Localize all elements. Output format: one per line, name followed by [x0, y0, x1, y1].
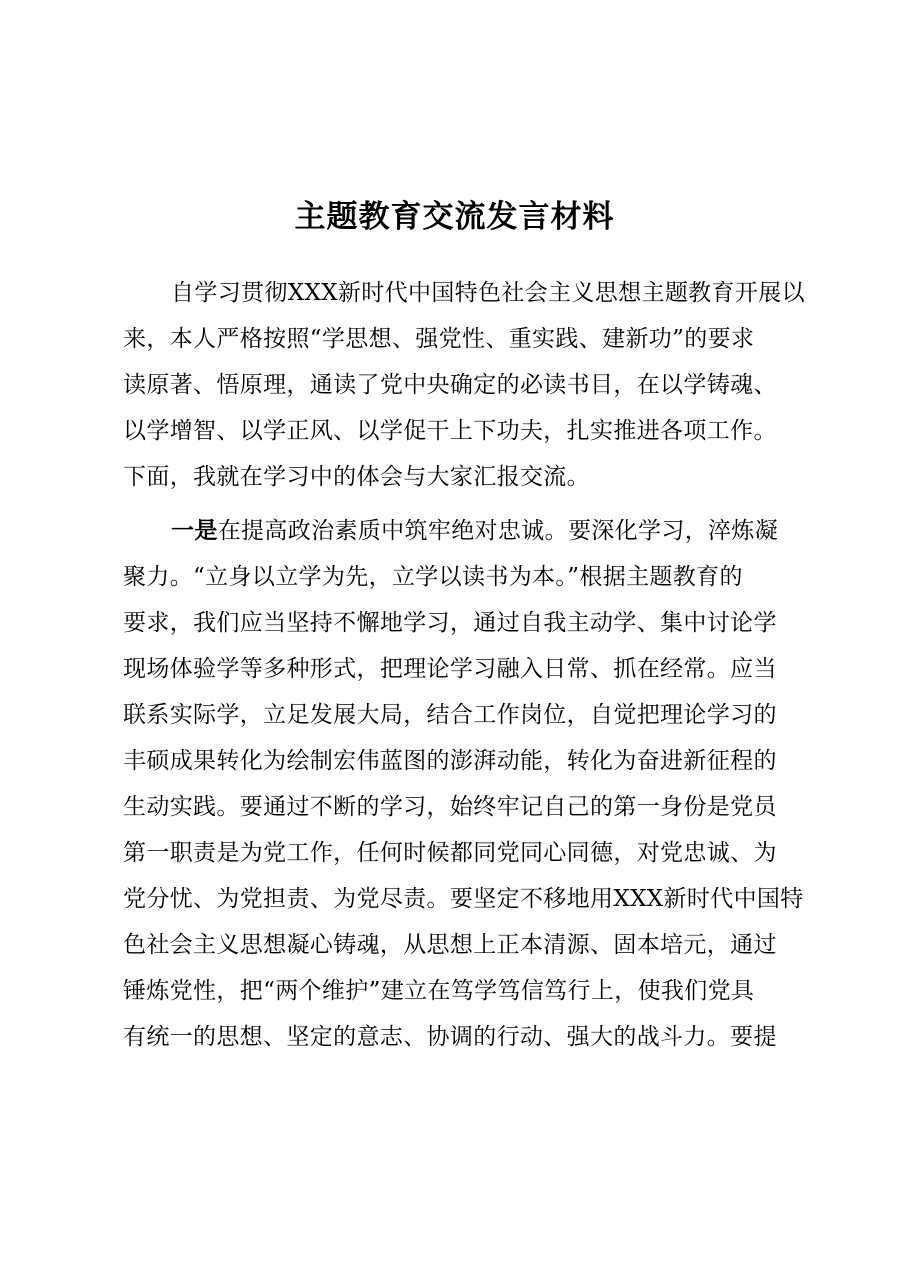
text-line: 党分忧、为党担责、为党尽责。要坚定不移地用XXX新时代中国特: [123, 886, 804, 912]
text-line: 来，本人严格按照“学思想、强党性、重实践、建新功”的要求: [123, 326, 755, 352]
text-line: 现场体验学等多种形式，把理论学习融入日常、抓在经常。应当: [123, 656, 777, 682]
text-line: 色社会主义思想凝心铸魂，从思想上正本清源、固本培元，通过: [123, 932, 777, 958]
text-line: 以学增智、以学正风、以学促干上下功夫，扎实推进各项工作。: [123, 418, 777, 444]
text-line: 要求，我们应当坚持不懈地学习，通过自我主动学、集中讨论学: [123, 610, 777, 636]
text-line: 下面，我就在学习中的体会与大家汇报交流。: [123, 464, 590, 490]
text-line: 第一职责是为党工作，任何时候都同党同心同德，对党忠诚、为: [123, 840, 777, 866]
text-line: 联系实际学，立足发展大局，结合工作岗位，自觉把理论学习的: [123, 702, 777, 728]
paragraph-lead-label: 一是: [171, 517, 218, 544]
text-line: 丰硕成果转化为绘制宏伟蓝图的澎湃动能，转化为奋进新征程的: [123, 748, 777, 774]
text-line: 锤炼党性，把“两个维护”建立在笃学笃信笃行上，使我们党具: [123, 978, 755, 1004]
text-line: 自学习贯彻XXX新时代中国特色社会主义思想主题教育开展以: [171, 280, 805, 306]
text-line: 读原著、悟原理，通读了党中央确定的必读书目，在以学铸魂、: [123, 372, 777, 398]
text-line: 聚力。“立身以立学为先，立学以读书为本。”根据主题教育的: [123, 564, 743, 590]
text-line: 有统一的思想、坚定的意志、协调的行动、强大的战斗力。要提: [123, 1024, 777, 1050]
text-line: [123, 508, 813, 554]
paragraph-first-line-text: 在提高政治素质中筑牢绝对忠诚。要深化学习，淬炼凝: [217, 518, 779, 544]
text-line: 生动实践。要通过不断的学习，始终牢记自己的第一身份是党员: [123, 794, 777, 820]
paragraph-intro: [123, 270, 813, 500]
paragraph-point-one: [123, 508, 813, 1060]
document-title: 主题教育交流发言材料: [294, 199, 615, 235]
